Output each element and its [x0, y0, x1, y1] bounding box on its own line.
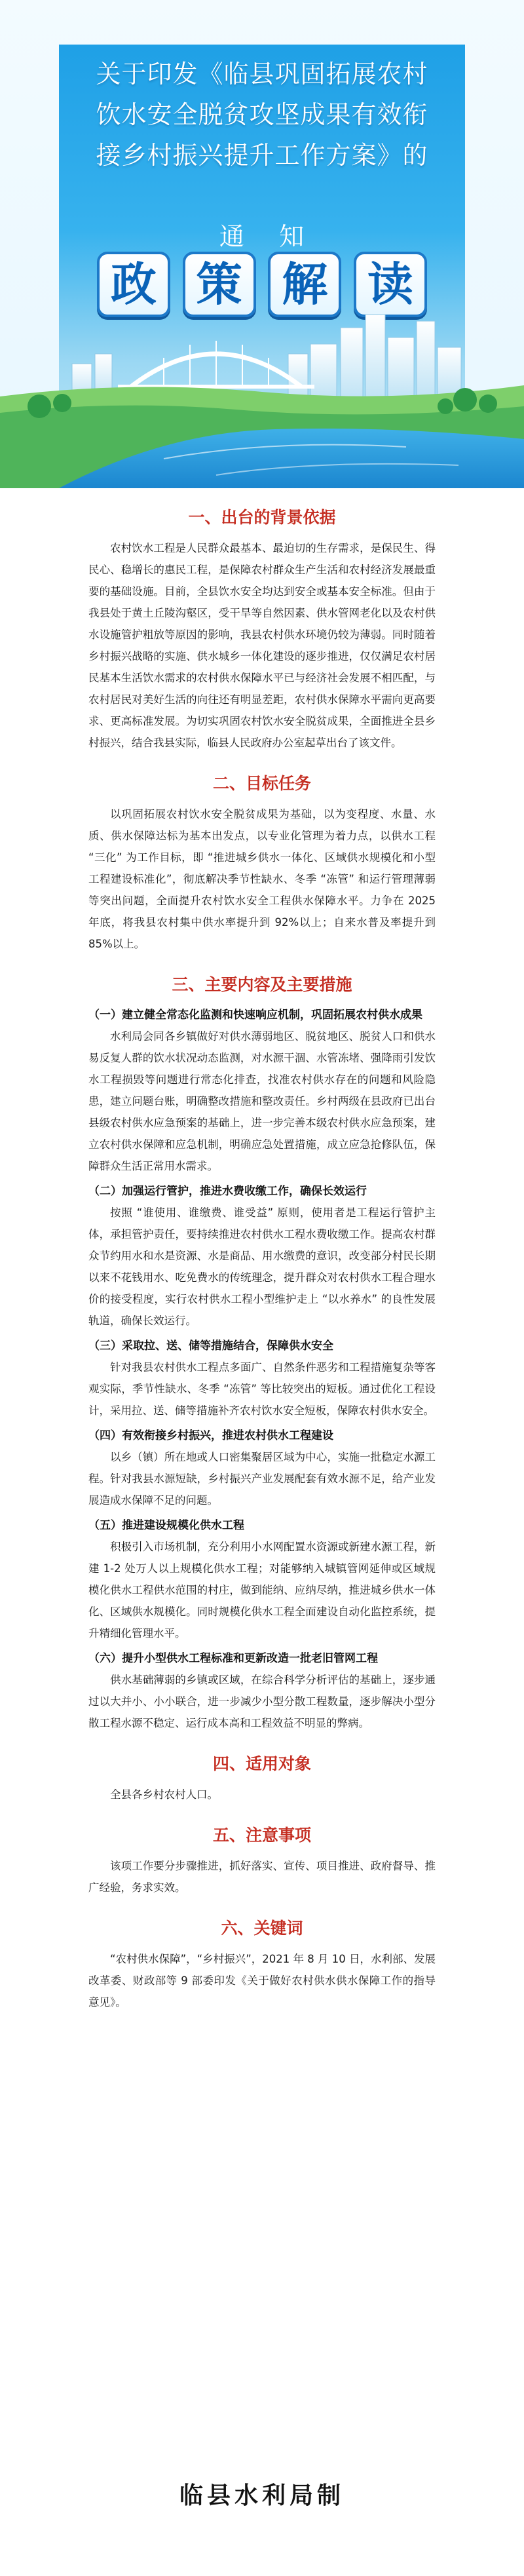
paragraph: 以巩固拓展农村饮水安全脱贫成果为基础，以为变程度、水量、水质、供水保障达标为基本出发点，以专业化管理为着力点，以供水工程 “三化” 为工作目标，即 “推进城乡供水一体化、区域供水规模化和小型工程建设标准化”，彻底解决季节性缺水、冬季 “冻管” 和运行管理薄弱等突出问题，全面提升农村饮水安全工程供水保障水平。力争在 2025 年底，将我县农村集中供水率提升到 92%以上；自来水普及率提升到 85%以上。: [88, 808, 436, 950]
subsection-heading: （六）提升小型供水工程标准和更新改造一批老旧管网工程: [88, 1652, 378, 1665]
paragraph: 水利局会同各乡镇做好对供水薄弱地区、脱贫地区、脱贫人口和供水易反复人群的饮水状况动态监测，对水源干涸、水管冻堵、强降雨引发饮水工程损毁等问题进行常态化排查，找准农村供水存在的问题和风险隐患，建立问题台账，明确整改措施和整改责任。乡村两级在县政府已出台县级农村供水应急预案的基础上，进一步完善本级农村供水应急预案，建立农村供水保障和应急机制，明确应急处置措施，成立应急抢修队伍，保障群众生活正常用水需求。: [88, 1030, 436, 1172]
banner-title-line: 接乡村振兴提升工作方案》的: [96, 141, 428, 170]
paragraph: 农村饮水工程是人民群众最基本、最迫切的生存需求，是保民生、得民心、稳增长的惠民工程，是保障农村群众生产生活和农村经济发展最重要的基础设施。目前，全县饮水安全均达到安全或基本安全标准。但由于我县处于黄土丘陵沟壑区，受干旱等自然因素、供水管网老化以及农村供水设施管护粗放等原因的影响，我县农村供水环境仍较为薄弱。同时随着乡村振兴战略的实施、供水城乡一体化建设的逐步推进，仅仅满足农村居民基本生活饮水需求的农村供水保障水平已与经济社会发展不相匹配，与农村居民对美好生活的向往还有明显差距，农村供水保障水平需向更高要求、更高标准发展。为切实巩固农村饮水安全脱贫成果，全面推进全县乡村振兴，结合我县实际，临县人民政府办公室起草出台了该文件。: [88, 542, 436, 749]
policy-char: 策: [183, 252, 256, 317]
policy-char: 解: [268, 252, 341, 317]
subsection-heading: （二）加强运行管护，推进水费收缴工作，确保长效运行: [88, 1185, 367, 1198]
banner-title: [72, 54, 452, 176]
paragraph: 积极引入市场机制，充分利用小水网配置水资源或新建水源工程，新建 1-2 处万人以上规模化供水工程；对能够纳入城镇管网延伸或区域规模化供水工程供水范围的村庄，做到能纳、应纳尽纳，推进城乡供水一体化、区域供水规模化。同时规模化供水工程全面建设自动化监控系统，提升精细化管理水平。: [88, 1541, 436, 1640]
section-heading: 四、适用对象: [212, 1754, 311, 1773]
subsection-heading: （四）有效衔接乡村振兴，推进农村供水工程建设: [88, 1429, 333, 1442]
banner-notice: 通 知: [219, 222, 305, 251]
section-heading: 三、主要内容及主要措施: [172, 975, 352, 994]
policy-char: 读: [354, 252, 427, 317]
subsection-heading: （三）采取拉、送、储等措施结合，保障供水安全: [88, 1339, 333, 1353]
banner-title-line: 关于印发《临县巩固拓展农村: [96, 60, 428, 88]
paragraph: 针对我县农村供水工程点多面广、自然条件恶劣和工程措施复杂等客观实际，季节性缺水、冬季 “冻管” 等比较突出的短板。通过优化工程设计，采用拉、送、储等措施补齐农村饮水安全短板，保障农村供水安全。: [88, 1361, 436, 1417]
city-river-illustration: [0, 308, 524, 488]
policy-char: 政: [97, 252, 170, 317]
paragraph: 按照 “谁使用、谁缴费、谁受益” 原则，使用者是工程运行管护主体，承担管护责任，要持续推进农村供水工程水费收缴工作。提高农村群众节约用水和水是资源、水是商品、用水缴费的意识，改变部分村民长期以来不花钱用水、吃免费水的传统理念，提升群众对农村供水工程合理水价的接受程度，实行农村供水工程小型维护走上 “以水养水” 的良性发展轨道，确保长效运行。: [88, 1206, 436, 1327]
signature: 临县水利局制: [179, 2482, 345, 2509]
paragraph: 该项工作要分步骤推进，抓好落实、宣传、项目推进、政府督导、推广经验，务求实效。: [88, 1860, 436, 1894]
paragraph: 以乡（镇）所在地或人口密集聚居区域为中心，实施一批稳定水源工程。针对我县水源短缺，乡村振兴产业发展配套有效水源不足，给产业发展造成水保障不足的问题。: [88, 1451, 436, 1507]
article-body: [88, 505, 436, 2017]
banner-title-line: 饮水安全脱贫攻坚成果有效衔: [96, 100, 428, 129]
section-heading: 六、关键词: [221, 1919, 303, 1938]
section-heading: 一、出台的背景依据: [188, 508, 336, 527]
subsection-heading: （一）建立健全常态化监测和快速响应机制，巩固拓展农村供水成果: [88, 1009, 422, 1022]
paragraph: 供水基础薄弱的乡镇或区域，在综合科学分析评估的基础上，逐步通过以大并小、小小联合，进一步减少小型分散工程数量，逐步解决小型分散工程水源不稳定、运行成本高和工程效益不明显的弊病。: [88, 1674, 436, 1729]
policy-interpretation-title: [97, 252, 427, 317]
subsection-heading: （五）推进建设规模化供水工程: [88, 1519, 244, 1532]
paragraph: “农村供水保障”，“乡村振兴”，2021 年 8 月 10 日，水利部、发展改革委、财政部等 9 部委印发《关于做好农村供水供水保障工作的指导意见》。: [88, 1953, 436, 2009]
header-banner: [0, 0, 524, 488]
section-heading: 五、注意事项: [212, 1826, 311, 1845]
section-heading: 二、目标任务: [212, 774, 311, 793]
paragraph: 全县各乡村农村人口。: [110, 1788, 218, 1801]
